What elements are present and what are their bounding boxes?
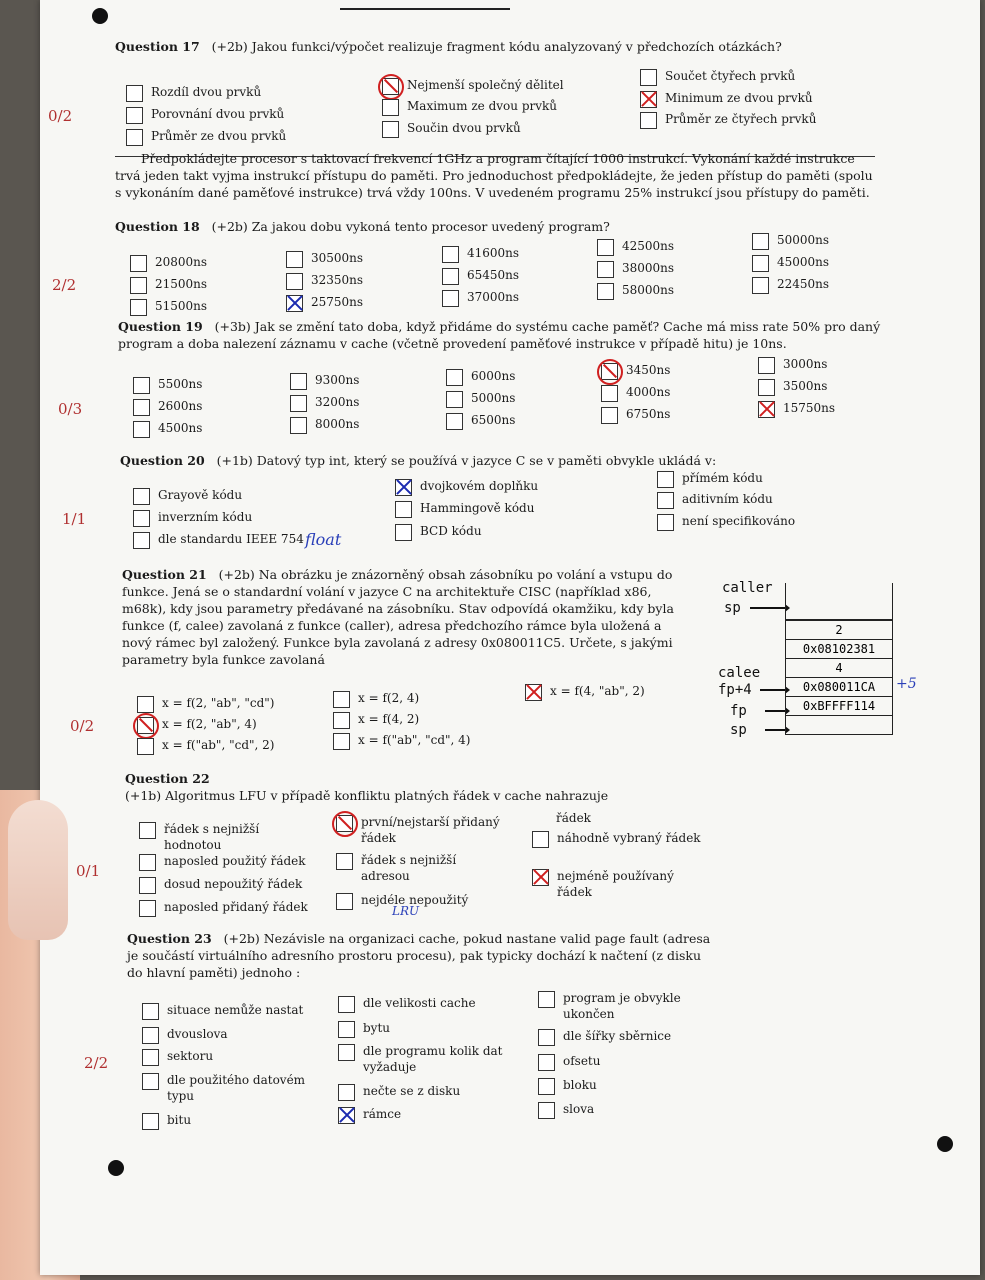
checkbox[interactable]	[395, 501, 412, 518]
q22-option[interactable]: řádek s nejnižší adresou	[336, 852, 506, 884]
q23-option[interactable]: dle šířky sběrnice	[538, 1028, 671, 1046]
q22-option[interactable]: první/nejstarší přidaný řádek	[336, 814, 511, 846]
label-sp-top: sp	[724, 600, 741, 616]
q23-option[interactable]: nečte se z disku	[338, 1083, 460, 1101]
q23-option[interactable]: dle programu kolik dat vyžaduje	[338, 1043, 518, 1075]
option-label: 30500ns	[311, 251, 364, 265]
option-label: 6500ns	[471, 413, 516, 427]
q18-option[interactable]	[442, 289, 519, 307]
checkbox[interactable]	[338, 1021, 355, 1038]
q18-option[interactable]	[286, 294, 363, 312]
q23-option[interactable]: rámce	[338, 1106, 401, 1124]
handwritten-note: LRU	[392, 904, 420, 918]
option-label: 5000ns	[471, 391, 516, 405]
stack-cell: 0x080011CA	[785, 678, 893, 697]
option-label: 41600ns	[467, 246, 520, 260]
q18-option[interactable]	[597, 282, 674, 300]
label-sp-bottom: sp	[730, 722, 747, 738]
punch-hole-icon	[937, 1136, 953, 1152]
q19-option[interactable]	[133, 420, 202, 438]
q22-option[interactable]: dosud nepoužitý řádek	[139, 876, 302, 894]
q20-option[interactable]: přímém kódu	[657, 470, 763, 488]
option-label: 50000ns	[777, 233, 830, 247]
stack-cell: 0x08102381	[785, 640, 893, 659]
q21-option[interactable]: x = f(4, "ab", 2)	[525, 683, 645, 701]
label-caller: caller	[722, 580, 773, 596]
checkbox[interactable]	[538, 1029, 555, 1046]
q19-option[interactable]	[758, 378, 827, 396]
q17-option[interactable]: Maximum ze dvou prvků	[382, 98, 557, 116]
option-label: 20800ns	[155, 255, 208, 269]
checkbox[interactable]	[126, 85, 143, 102]
q23-option[interactable]: bytu	[338, 1020, 390, 1038]
q17-option[interactable]: Nejmenší společný dělitel	[382, 77, 564, 95]
stack-cell: 0xBFFFF114	[785, 697, 893, 716]
handwritten-note: +5	[896, 676, 917, 692]
q21-option[interactable]: x = f("ab", "cd", 4)	[333, 732, 470, 750]
checkbox[interactable]	[338, 1044, 355, 1061]
q22-option[interactable]: náhodně vybraný řádek	[532, 830, 702, 848]
q18-option[interactable]	[597, 260, 674, 278]
q17-option[interactable]: Minimum ze dvou prvků	[640, 90, 813, 108]
option-label: 2600ns	[158, 399, 203, 413]
checkbox[interactable]	[133, 488, 150, 505]
q20-score: 1/1	[62, 510, 87, 528]
checkbox[interactable]	[446, 391, 463, 408]
checkbox[interactable]	[446, 413, 463, 430]
checkbox[interactable]	[538, 1102, 555, 1119]
q18-option[interactable]	[752, 276, 829, 294]
punch-hole-icon	[92, 8, 108, 24]
q17-option[interactable]: Rozdíl dvou prvků	[126, 84, 261, 102]
checkbox[interactable]	[139, 877, 156, 894]
q19-option[interactable]	[133, 376, 202, 394]
punch-hole-icon	[108, 1160, 124, 1176]
q18-option[interactable]	[442, 267, 519, 285]
q22-option[interactable]: naposled použitý řádek	[139, 853, 306, 871]
q19-option[interactable]	[601, 384, 670, 402]
q20-option[interactable]: BCD kódu	[395, 523, 482, 541]
q19-option[interactable]	[446, 390, 515, 408]
checkbox[interactable]	[126, 107, 143, 124]
checkbox[interactable]	[133, 377, 150, 394]
checkbox[interactable]	[126, 129, 143, 146]
checkbox[interactable]	[640, 112, 657, 129]
q23-option[interactable]: bloku	[538, 1077, 597, 1095]
checkbox[interactable]	[758, 379, 775, 396]
q19-option[interactable]	[601, 362, 670, 380]
q20-option[interactable]: dvojkovém doplňku	[395, 478, 538, 496]
q19-option[interactable]	[446, 368, 515, 386]
q20-option[interactable]: Grayově kódu	[133, 487, 242, 505]
checkbox[interactable]	[442, 290, 459, 307]
q18-intro: Předpokládejte procesor s taktovací frekvencí 1GHz a program čítající 1000 instrukcí. Vykonání každé instrukce trvá jeden takt vyjma instrukcí přístupu do paměti. Pro jednoduchost předpokládejte, že jeden přístup do paměti (spolu s vykonáním dané paměťové instrukce) trvá vždy 100ns. V uvedeném programu 25% instrukcí jsou přístupy do paměti.	[115, 151, 873, 200]
option-label: 45000ns	[777, 255, 830, 269]
q22-option[interactable]: naposled přidaný řádek	[139, 899, 308, 917]
q18-option[interactable]	[286, 272, 363, 290]
q22-option[interactable]: nejméně používaný řádek	[532, 868, 702, 900]
q18-option[interactable]	[286, 250, 363, 268]
option-label: 32350ns	[311, 273, 364, 287]
stack-diagram	[785, 583, 893, 735]
checkbox[interactable]	[142, 1049, 159, 1066]
option-label: 22450ns	[777, 277, 830, 291]
checkbox[interactable]	[290, 395, 307, 412]
q19-option[interactable]	[290, 394, 359, 412]
checkbox[interactable]	[597, 261, 614, 278]
checkbox[interactable]	[290, 373, 307, 390]
option-label: 65450ns	[467, 268, 520, 282]
label-calee: calee	[718, 665, 761, 681]
option-label: 37000ns	[467, 290, 520, 304]
checkbox[interactable]	[657, 514, 674, 531]
checkbox[interactable]	[525, 684, 542, 701]
q18-option[interactable]	[130, 254, 207, 272]
checkbox[interactable]	[538, 1054, 555, 1071]
option-label: 4500ns	[158, 421, 203, 435]
option-label: 15750ns	[783, 401, 836, 415]
q22-option[interactable]: řádek s nejnižší hodnotou	[139, 821, 309, 853]
q22-score: 0/1	[76, 862, 101, 880]
checkbox[interactable]	[333, 691, 350, 708]
option-label: 5500ns	[158, 377, 203, 391]
top-edge-table	[340, 0, 510, 10]
q20-header: Question 20 (+1b) Datový typ int, který se používá v jazyce C se v paměti obvykle ukládá v:	[120, 453, 717, 468]
q18-header: Question 18 (+2b) Za jakou dobu vykoná tento procesor uvedený program?	[115, 219, 610, 234]
q23-option[interactable]: dvouslova	[142, 1026, 228, 1044]
q23-option[interactable]: bitu	[142, 1112, 191, 1130]
stack-cell: 2	[785, 620, 893, 640]
q23-score: 2/2	[84, 1054, 109, 1072]
q17-score: 0/2	[48, 107, 73, 125]
checkbox[interactable]	[538, 991, 555, 1008]
q19-option[interactable]	[290, 416, 359, 434]
checkbox[interactable]	[333, 733, 350, 750]
checkbox[interactable]	[130, 299, 147, 316]
q23-option[interactable]: slova	[538, 1101, 594, 1119]
q17-option[interactable]: Součet čtyřech prvků	[640, 68, 795, 86]
q22-option[interactable]: nejdéle nepoužitý	[336, 892, 468, 910]
checkbox[interactable]	[286, 295, 303, 312]
q21-option[interactable]: x = f(2, 4)	[333, 690, 419, 708]
label-fp: fp	[730, 703, 747, 719]
stack-cell	[785, 583, 893, 620]
option-label: 6000ns	[471, 369, 516, 383]
handwritten-note: float	[305, 530, 342, 549]
q19-option[interactable]	[446, 412, 515, 430]
q23-header: Question 23 (+2b) Nezávisle na organizaci cache, pokud nastane valid page fault (adresa je součástí virtuálního adresního prostoru procesu), pak typicky dochází k načtení (z disku do hlavní paměti) jednoho :	[127, 931, 711, 980]
q22-header: Question 22 (+1b) Algoritmus LFU v případě konfliktu platných řádek v cache nahrazuje	[125, 771, 609, 803]
checkbox[interactable]	[601, 407, 618, 424]
thumb-nail	[8, 800, 68, 940]
checkbox[interactable]	[752, 233, 769, 250]
checkbox[interactable]	[142, 1003, 159, 1020]
q21-option[interactable]: x = f(2, "ab", 4)	[137, 716, 257, 734]
checkbox[interactable]	[758, 357, 775, 374]
checkbox[interactable]	[395, 524, 412, 541]
checkbox[interactable]	[382, 99, 399, 116]
option-label: 21500ns	[155, 277, 208, 291]
checkbox[interactable]	[538, 1078, 555, 1095]
option-label: 42500ns	[622, 239, 675, 253]
checkbox[interactable]	[657, 492, 674, 509]
q23-option[interactable]: sektoru	[142, 1048, 213, 1066]
checkbox[interactable]	[442, 246, 459, 263]
q19-option[interactable]	[133, 398, 202, 416]
q18-score: 2/2	[52, 276, 77, 294]
checkbox[interactable]	[290, 417, 307, 434]
checkbox[interactable]	[532, 831, 549, 848]
q17-option[interactable]: Průměr ze dvou prvků	[126, 128, 286, 146]
q21-option[interactable]: x = f(2, "ab", "cd")	[137, 695, 274, 713]
checkbox[interactable]	[336, 853, 353, 870]
checkbox[interactable]	[446, 369, 463, 386]
q23-option[interactable]: dle použitého datovém typu	[142, 1072, 317, 1104]
checkbox[interactable]	[286, 273, 303, 290]
checkbox[interactable]	[137, 738, 154, 755]
stack-cell: 4	[785, 659, 893, 678]
q18-option[interactable]	[597, 238, 674, 256]
q21-option[interactable]: x = f(4, 2)	[333, 711, 419, 729]
q18-option[interactable]	[442, 245, 519, 263]
q19-option[interactable]	[758, 400, 835, 418]
checkbox[interactable]	[133, 399, 150, 416]
q17-option[interactable]: Porovnání dvou prvků	[126, 106, 284, 124]
option-label: 4000ns	[626, 385, 671, 399]
q19-score: 0/3	[58, 400, 83, 418]
checkbox[interactable]	[338, 996, 355, 1013]
q21-option[interactable]: x = f("ab", "cd", 2)	[137, 737, 274, 755]
option-label: 3200ns	[315, 395, 360, 409]
q18-option[interactable]	[130, 298, 207, 316]
checkbox[interactable]	[142, 1073, 159, 1090]
checkbox[interactable]	[286, 251, 303, 268]
stack-cell	[785, 716, 893, 735]
q17-option[interactable]: Součin dvou prvků	[382, 120, 521, 138]
checkbox[interactable]	[758, 401, 775, 418]
checkbox[interactable]	[640, 69, 657, 86]
q20-option[interactable]: dle standardu IEEE 754	[133, 531, 304, 549]
option-label: 3000ns	[783, 357, 828, 371]
checkbox[interactable]	[395, 479, 412, 496]
checkbox[interactable]	[333, 712, 350, 729]
checkbox[interactable]	[139, 822, 156, 839]
option-label: 3450ns	[626, 363, 671, 377]
checkbox[interactable]	[382, 121, 399, 138]
option-label: 38000ns	[622, 261, 675, 275]
q20-option[interactable]: aditivním kódu	[657, 491, 773, 509]
q18-option[interactable]	[130, 276, 207, 294]
checkbox[interactable]	[338, 1107, 355, 1124]
checkbox[interactable]	[133, 510, 150, 527]
checkbox[interactable]	[338, 1084, 355, 1101]
checkbox[interactable]	[597, 283, 614, 300]
checkbox[interactable]	[532, 869, 549, 886]
checkbox[interactable]	[133, 421, 150, 438]
option-label: 6750ns	[626, 407, 671, 421]
option-label: 58000ns	[622, 283, 675, 297]
q18-option[interactable]	[752, 254, 829, 272]
q21-score: 0/2	[70, 717, 95, 735]
q20-option[interactable]: Hammingově kódu	[395, 500, 534, 518]
checkbox[interactable]	[336, 815, 353, 832]
q22-option-line: řádek	[556, 811, 591, 825]
checkbox[interactable]	[442, 268, 459, 285]
option-label: 9300ns	[315, 373, 360, 387]
stack-arrows	[745, 600, 790, 740]
option-label: 25750ns	[311, 295, 364, 309]
checkbox[interactable]	[752, 255, 769, 272]
q23-option[interactable]: ofsetu	[538, 1053, 600, 1071]
checkbox[interactable]	[139, 900, 156, 917]
checkbox[interactable]	[130, 255, 147, 272]
q17-header: Question 17 (+2b) Jakou funkci/výpočet realizuje fragment kódu analyzovaný v předchozích otázkách?	[115, 39, 782, 54]
q19-option[interactable]	[758, 356, 827, 374]
checkbox[interactable]	[601, 385, 618, 402]
option-label: 8000ns	[315, 417, 360, 431]
q20-option[interactable]: inverzním kódu	[133, 509, 252, 527]
q18-option[interactable]	[752, 232, 829, 250]
checkbox[interactable]	[142, 1027, 159, 1044]
q19-header: Question 19 (+3b) Jak se změní tato doba, když přidáme do systému cache paměť? Cache má miss rate 50% pro daný program a doba nalezení záznamu v cache (včetně provedení paměťové instrukce v případě hitu) je 10ns.	[118, 319, 881, 351]
q17-option[interactable]: Průměr ze čtyřech prvků	[640, 111, 816, 129]
label-fp4: fp+4	[718, 682, 752, 698]
q19-option[interactable]	[601, 406, 670, 424]
checkbox[interactable]	[640, 91, 657, 108]
q23-option[interactable]: dle velikosti cache	[338, 995, 476, 1013]
checkbox[interactable]	[130, 277, 147, 294]
checkbox[interactable]	[142, 1113, 159, 1130]
checkbox[interactable]	[336, 893, 353, 910]
q19-option[interactable]	[290, 372, 359, 390]
checkbox[interactable]	[752, 277, 769, 294]
q21-header: Question 21 (+2b) Na obrázku je znázorněný obsah zásobníku po volání a vstupu do funkce. Jená se o standardní volání v jazyce C na architektuře CISC (například x86, m68k), kdy jsou parametry předávané na zásobníku. Stav odpovídá okamžiku, kdy byla funkce (f, calee) zavolaná z funkce (caller), adresa předchozího rámce byla uložená a nový rámec byl založený. Funkce byla zavolaná z adresy 0x080011C5. Určete, s jakými parametry byla funkce zavolaná	[122, 567, 674, 667]
option-label: 3500ns	[783, 379, 828, 393]
q23-option[interactable]: program je obvykle ukončen	[538, 990, 718, 1022]
checkbox[interactable]	[137, 717, 154, 734]
checkbox[interactable]	[597, 239, 614, 256]
checkbox[interactable]	[139, 854, 156, 871]
q23-option[interactable]: situace nemůže nastat	[142, 1002, 303, 1020]
q20-option[interactable]: není specifikováno	[657, 513, 795, 531]
checkbox[interactable]	[133, 532, 150, 549]
checkbox[interactable]	[601, 363, 618, 380]
checkbox[interactable]	[382, 78, 399, 95]
checkbox[interactable]	[137, 696, 154, 713]
checkbox[interactable]	[657, 471, 674, 488]
option-label: 51500ns	[155, 299, 208, 313]
